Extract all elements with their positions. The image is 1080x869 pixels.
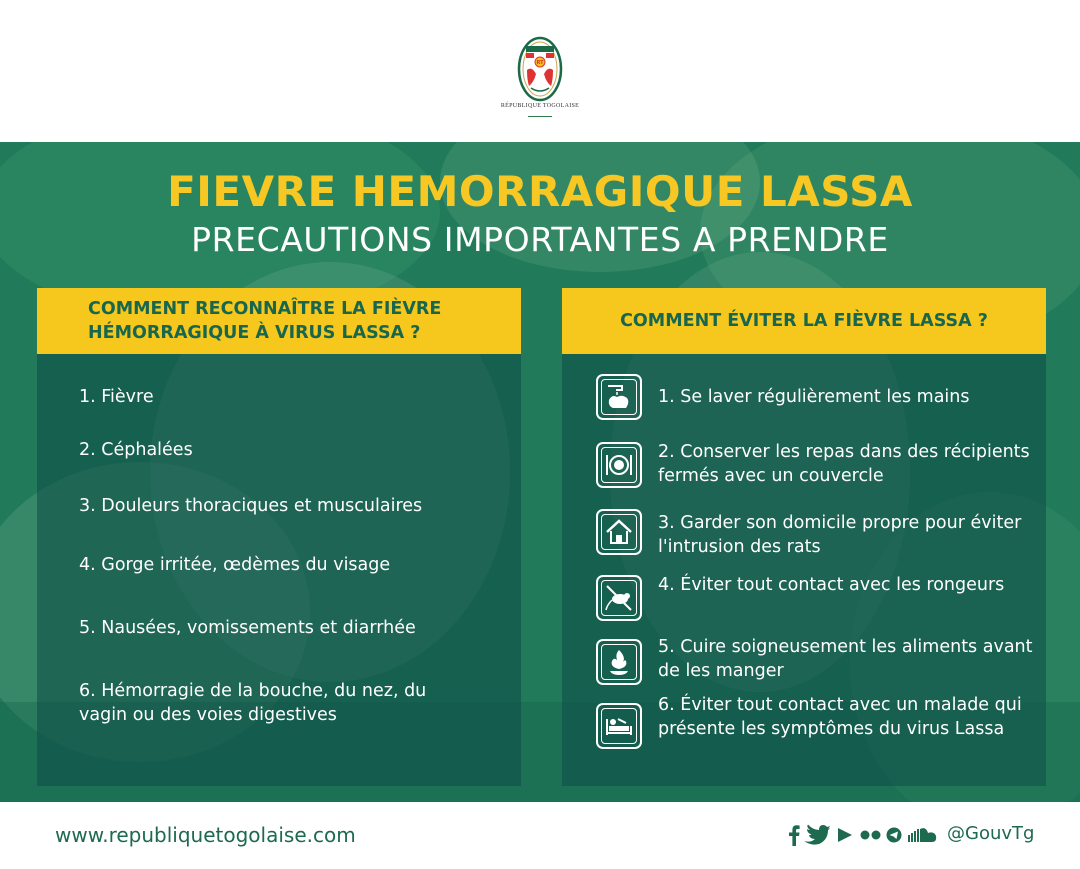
coat-of-arms-icon [517, 36, 563, 102]
symptom-item: 3. Douleurs thoraciques et musculaires [79, 496, 423, 516]
emblem-letters: RT [536, 60, 544, 66]
youtube-icon[interactable] [836, 826, 854, 844]
social-handle[interactable]: @GouvTg [947, 823, 1035, 844]
cooking-fire-icon [596, 639, 642, 685]
prevention-item: 1. Se laver régulièrement les mains [658, 387, 970, 407]
symptoms-heading-text: COMMENT RECONNAÎTRE LA FIÈVRE HÉMORRAGIQUE À VIRUS LASSA ? [88, 299, 442, 343]
patient-bed-icon [596, 703, 642, 749]
title-line-1: FIEVRE HEMORRAGIQUE LASSA [167, 167, 913, 216]
house-icon [596, 509, 642, 555]
emblem-caption: RÉPUBLIQUE TOGOLAISE [500, 103, 580, 109]
prevention-item: 6. Éviter tout contact avec un malade qui présente les symptômes du virus Lassa [658, 695, 1022, 739]
flickr-icon[interactable] [860, 829, 882, 841]
social-icons [788, 822, 938, 848]
footer [0, 802, 1080, 869]
main-panel [0, 142, 1080, 802]
symptom-item: 5. Nausées, vomissements et diarrhée [79, 618, 416, 638]
plate-icon [596, 442, 642, 488]
telegram-icon[interactable] [886, 827, 902, 843]
symptoms-heading [37, 288, 521, 354]
symptom-item: 1. Fièvre [79, 387, 154, 407]
handwash-icon [596, 374, 642, 420]
website-link[interactable]: www.republiquetogolaise.com [55, 823, 356, 847]
prevention-heading-text: COMMENT ÉVITER LA FIÈVRE LASSA ? [620, 311, 988, 331]
symptom-item: 6. Hémorragie de la bouche, du nez, du vagin ou des voies digestives [79, 681, 427, 725]
prevention-item: 5. Cuire soigneusement les aliments avant de les manger [658, 637, 1033, 681]
title-line-2: PRECAUTIONS IMPORTANTES A PRENDRE [191, 220, 889, 259]
prevention-item: 3. Garder son domicile propre pour éviter l'intrusion des rats [658, 513, 1022, 557]
rat-icon [596, 575, 642, 621]
symptom-item: 4. Gorge irritée, œdèmes du visage [79, 555, 391, 575]
symptom-item: 2. Céphalées [79, 440, 193, 460]
prevention-heading [562, 288, 1046, 354]
prevention-item: 4. Éviter tout contact avec les rongeurs [658, 575, 1005, 595]
header [0, 0, 1080, 142]
prevention-item: 2. Conserver les repas dans des récipients fermés avec un couvercle [658, 442, 1030, 486]
twitter-icon[interactable] [802, 824, 830, 846]
facebook-icon[interactable] [788, 824, 800, 846]
divider [528, 116, 552, 117]
soundcloud-icon[interactable] [908, 827, 938, 843]
